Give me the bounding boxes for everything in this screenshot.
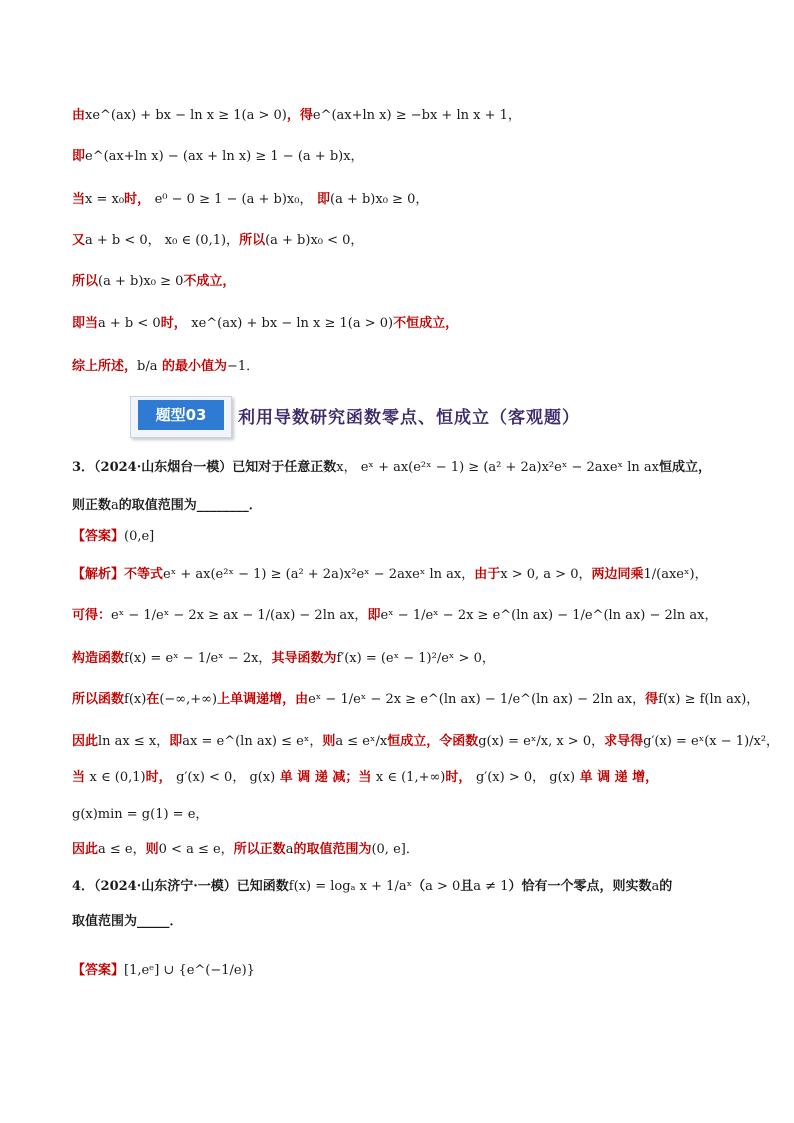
q3-stem-line-2: 则正数a的取值范围为________．: [72, 498, 262, 513]
q3-analysis-line-4: 所以函数f(x)在(−∞,+∞)上单调递增，由eˣ − 1/eˣ − 2x ≥ e^(ln ax) − 1/e^(ln ax) − 2ln ax，得f(x) ≥ f(ln ax)，: [72, 692, 760, 707]
section-banner: [130, 396, 610, 436]
q4-stem-line-2: 取值范围为_____．: [72, 914, 183, 929]
q3-analysis-line-2: 可得：eˣ − 1/eˣ − 2x ≥ ax − 1/(ax) − 2ln ax，即eˣ − 1/eˣ − 2x ≥ e^(ln ax) − 1/e^(ln ax) − 2ln ax，: [72, 608, 718, 623]
q3-analysis-line-5: 因此ln ax ≤ x，即ax = e^(ln ax) ≤ eˣ，则a ≤ eˣ/x恒成立，令函数g(x) = eˣ/x, x > 0，求导得g′(x) = eˣ(x − 1)/x²，: [72, 734, 780, 749]
solution-line-2: 即e^(ax+ln x) − (ax + ln x) ≥ 1 − (a + b)x，: [72, 149, 364, 164]
solution-line-3: 当x = x₀时， e⁰ − 0 ≥ 1 − (a + b)x₀， 即(a + b)x₀ ≥ 0，: [72, 192, 429, 207]
q3-analysis-line-7: g(x)min = g(1) = e，: [72, 807, 209, 822]
q4-stem-line-1: 4．（2024·山东济宁·一模）已知函数f(x) = logₐ x + 1/aˣ（a > 0且a ≠ 1）恰有一个零点，则实数a的: [72, 879, 673, 894]
section-tag: 题型03: [138, 400, 224, 430]
q3-analysis-line-6: 当 x ∈ (0,1)时， g′(x) < 0， g(x) 单 调 递 减；当 x ∈ (1,+∞)时， g′(x) > 0， g(x) 单 调 递 增，: [72, 770, 659, 785]
solution-line-7: 综上所述，b/a 的最小值为−1．: [72, 359, 260, 374]
q3-analysis-line-3: 构造函数f(x) = eˣ − 1/eˣ − 2x，其导函数为f′(x) = (eˣ − 1)²/eˣ > 0，: [72, 651, 495, 666]
solution-line-6: 即当a + b < 0时， xe^(ax) + bx − ln x ≥ 1(a > 0)不恒成立，: [72, 316, 459, 331]
q4-answer: 【答案】[1,eᵉ] ∪ {e^(−1/e)}: [72, 963, 255, 978]
q3-answer: 【答案】(0,e]: [72, 529, 155, 544]
section-title: 利用导数研究函数零点、恒成立（客观题）: [238, 408, 580, 428]
q3-analysis-line-8: 因此a ≤ e，则0 < a ≤ e，所以正数a的取值范围为(0, e]．: [72, 842, 419, 857]
solution-line-4: 又a + b < 0， x₀ ∈ (0,1)，所以(a + b)x₀ < 0，: [72, 233, 364, 248]
solution-line-5: 所以(a + b)x₀ ≥ 0不成立，: [72, 274, 236, 289]
q3-stem-line-1: 3．（2024·山东烟台一模）已知对于任意正数x， eˣ + ax(e²ˣ − 1) ≥ (a² + 2a)x²eˣ − 2axeˣ ln ax恒成立，: [72, 460, 711, 475]
solution-line-1: 由xe^(ax) + bx − ln x ≥ 1(a > 0)，得e^(ax+ln x) ≥ −bx + ln x + 1，: [72, 108, 521, 123]
q3-analysis-line-1: 【解析】不等式eˣ + ax(e²ˣ − 1) ≥ (a² + 2a)x²eˣ − 2axeˣ ln ax，由于x > 0, a > 0，两边同乘1/(axeˣ)，: [72, 567, 708, 582]
